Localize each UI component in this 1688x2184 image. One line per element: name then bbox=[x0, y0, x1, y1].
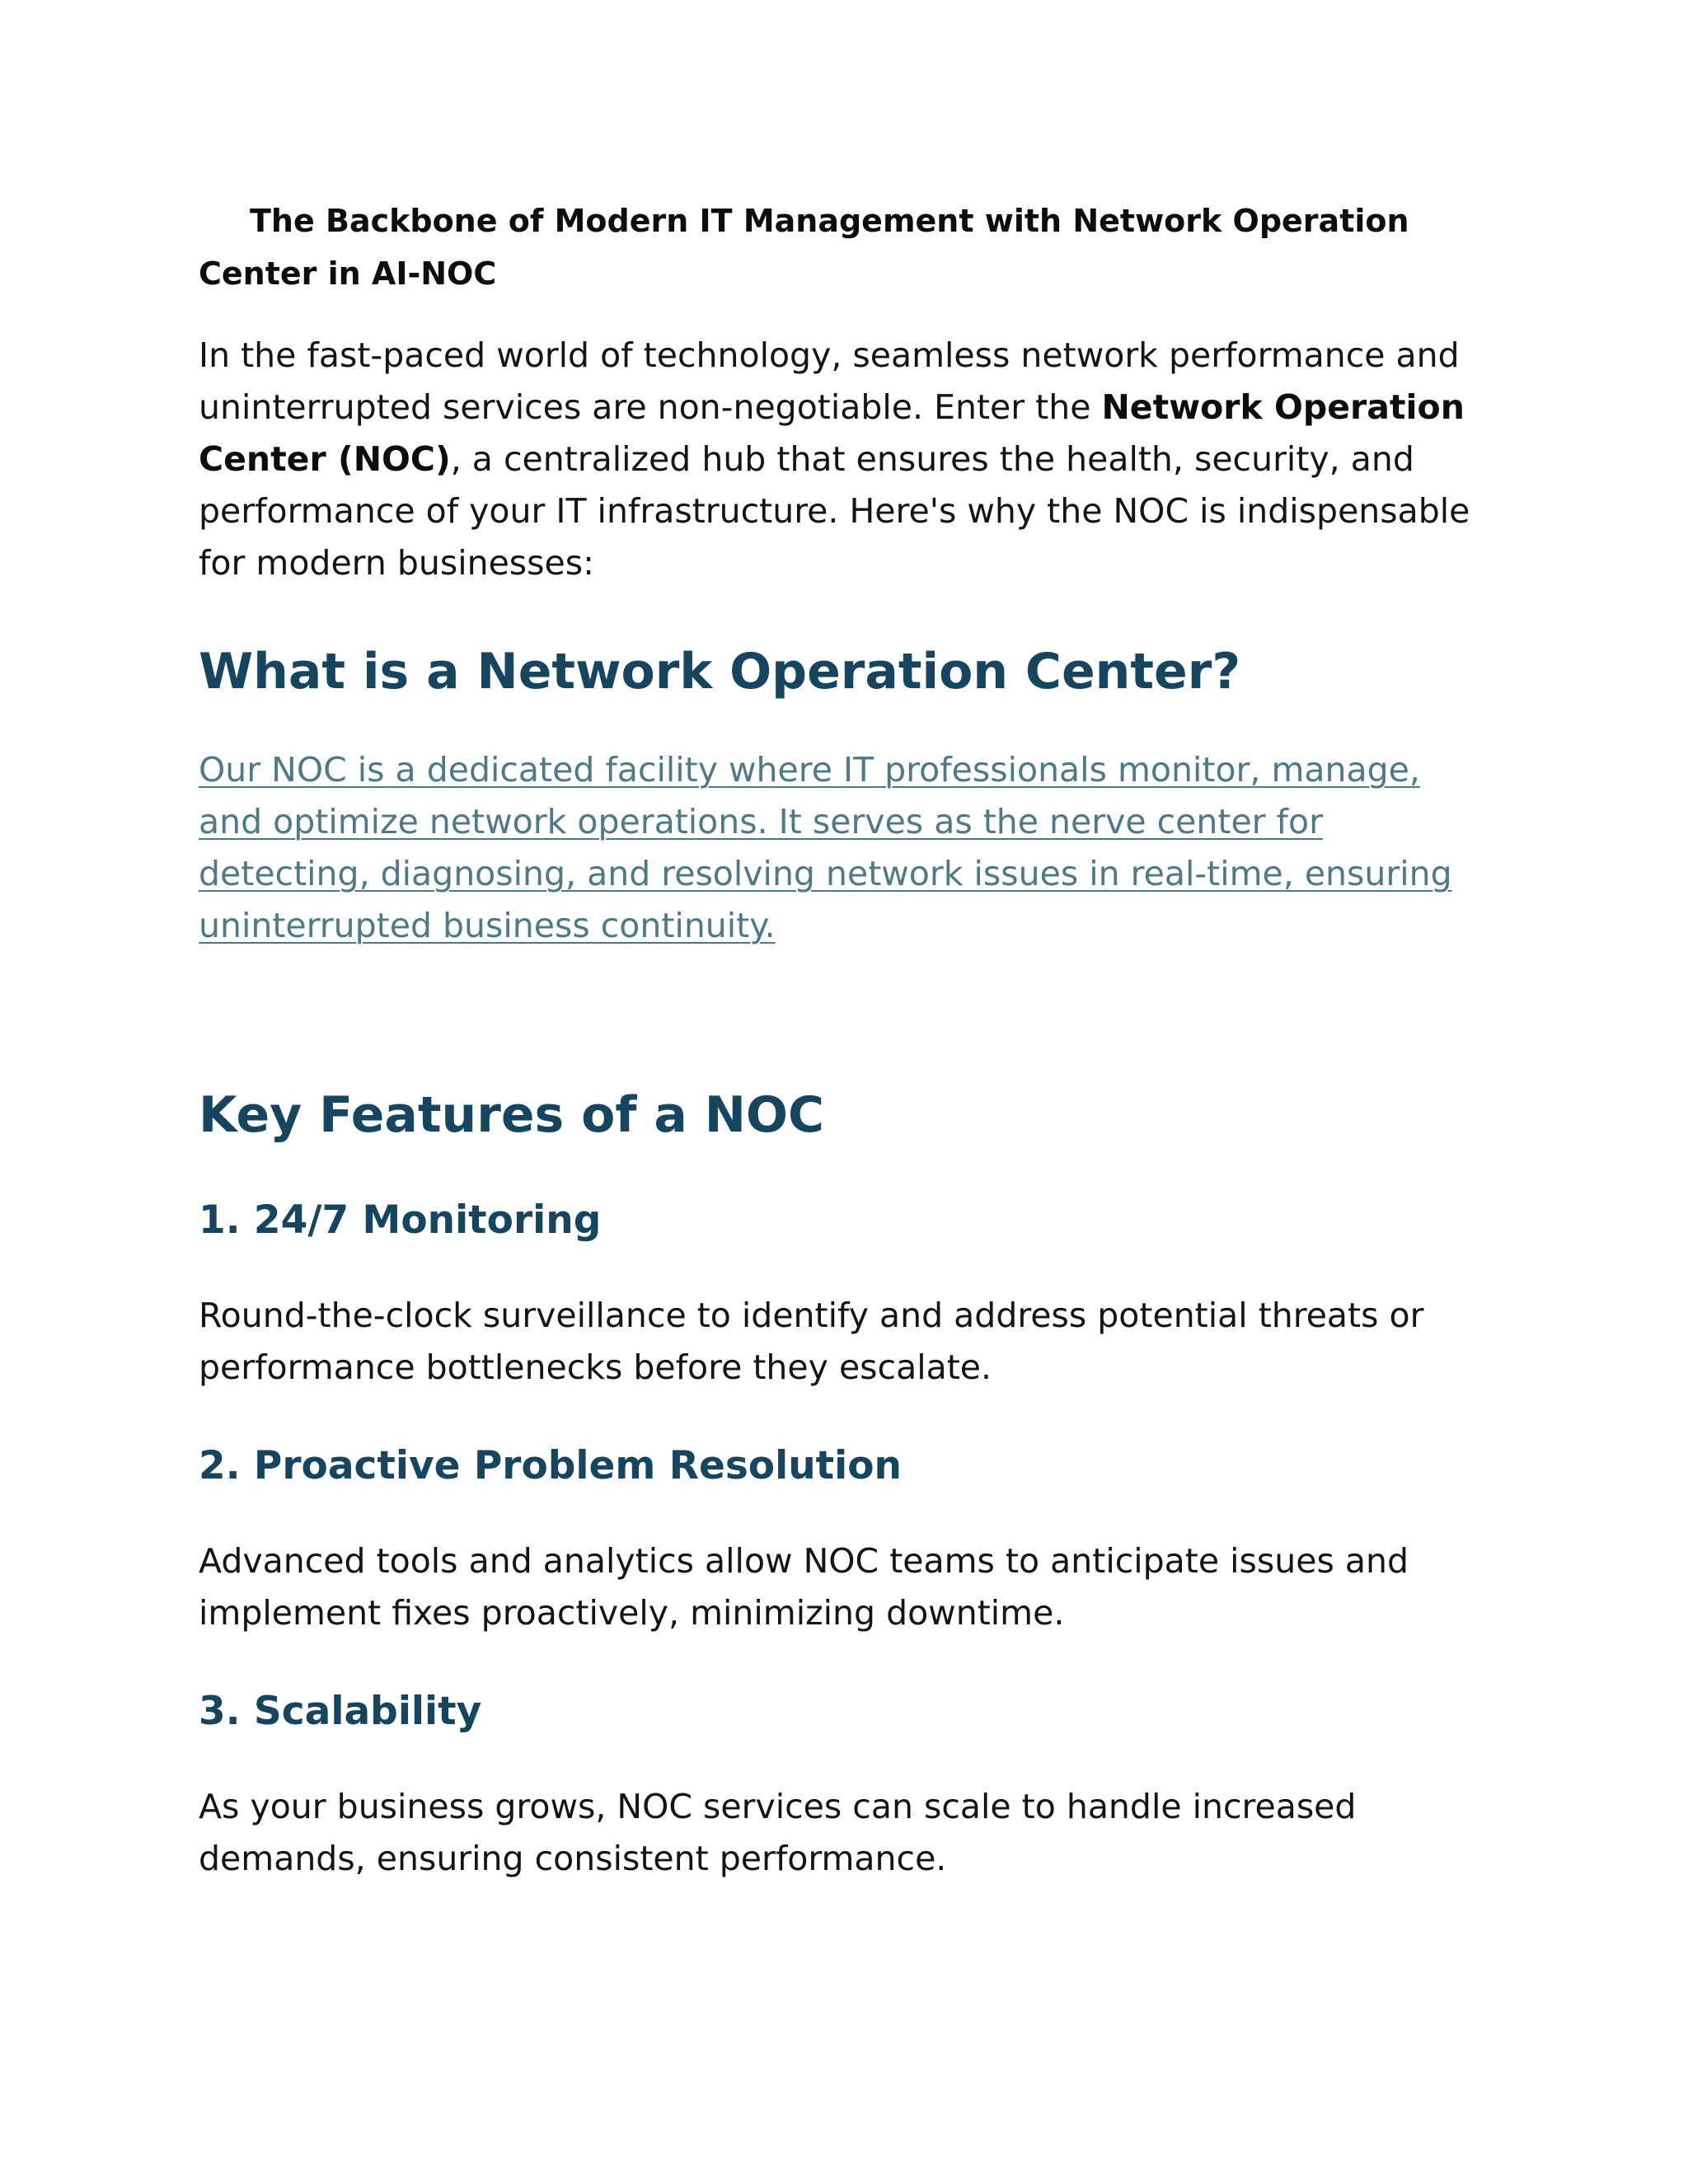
section-heading-what-is-noc: What is a Network Operation Center? bbox=[199, 643, 1241, 701]
document-title: The Backbone of Modern IT Management with Network Operation Center in AI-NOC bbox=[199, 203, 1409, 292]
feature-text-monitoring: Round-the-clock surveillance to identify and address potential threats or performance bottlenecks before they escalate. bbox=[199, 1296, 1424, 1387]
feature-heading-scalability: 3. Scalability bbox=[199, 1689, 482, 1734]
intro-text-end: , a centralized hub that ensures the health, security, and performance of your IT infrastructure. Here's why the NOC is indispensable for modern businesses: bbox=[199, 439, 1470, 583]
feature-text-scalability: As your business grows, NOC services can scale to handle increased demands, ensuring consistent performance. bbox=[199, 1787, 1357, 1878]
feature-heading-problem-resolution: 2. Proactive Problem Resolution bbox=[199, 1443, 902, 1488]
feature-text-problem-resolution: Advanced tools and analytics allow NOC teams to anticipate issues and implement fixes proactively, minimizing downtime. bbox=[199, 1541, 1409, 1633]
feature-heading-monitoring: 1. 24/7 Monitoring bbox=[199, 1197, 602, 1243]
noc-description-link[interactable]: Our NOC is a dedicated facility where IT professionals monitor, manage, and optimize network operations. It serves as the nerve center for detecting, diagnosing, and resolving network issues in real-time, ensuring uninterrupted business continuity. bbox=[199, 750, 1452, 945]
intro-text-start: In the fast-paced world of technology, seamless network performance and uninterrupted services are non-negotiable. Enter the bbox=[199, 335, 1460, 427]
document-page bbox=[199, 194, 1493, 1885]
intro-paragraph bbox=[199, 330, 1493, 589]
intro-bold-term: Network Operation Center (NOC) bbox=[199, 387, 1465, 479]
section-heading-key-features: Key Features of a NOC bbox=[199, 1086, 824, 1144]
